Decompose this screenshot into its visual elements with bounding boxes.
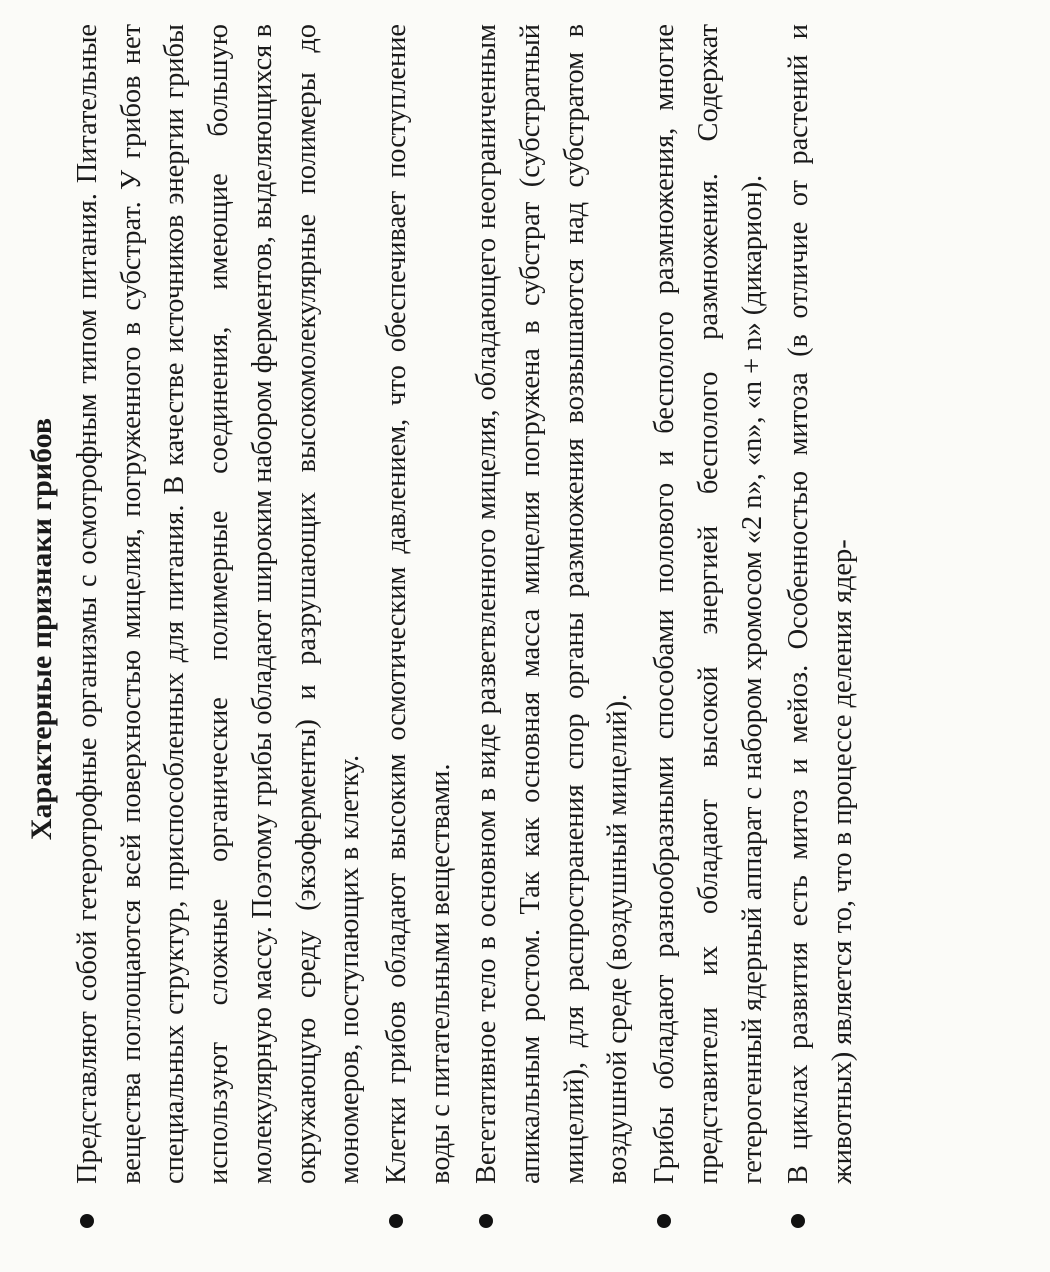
- paragraph-text: Грибы обладают разнообразными способами полового и бесполого размножения, многие представители их обладают высокой энергией бесполого размножения. Содержат гетерогенный ядерный аппарат с набором хромосом «2 n», «n», «n + n» (дикарион).: [649, 24, 768, 1184]
- bullet-item-mitosis: [777, 24, 864, 1234]
- page-title: Характерные признаки грибов: [25, 417, 58, 841]
- paragraph-text: В циклах развития есть митоз и мейоз. Особенностью митоза (в отличие от растений и животных) является то, что в процессе деления ядер-: [783, 24, 858, 1184]
- bullet-item-nutrition: [66, 24, 372, 1234]
- paragraph-text: Клетки грибов обладают высоким осмотическим давлением, что обеспечивает поступление воды с питательными веществами.: [380, 24, 456, 1184]
- bullet-icon: [791, 1214, 805, 1228]
- bullet-icon: [479, 1214, 493, 1228]
- bullet-icon: [80, 1214, 94, 1228]
- bullet-item-osmotic-pressure: [375, 24, 462, 1234]
- bullet-item-reproduction: [643, 24, 774, 1234]
- bullet-icon: [389, 1214, 403, 1228]
- bullet-icon: [657, 1214, 671, 1228]
- bullet-item-mycelium: [465, 24, 640, 1234]
- paragraph-text: Представляют собой гетеротрофные организмы с осмотрофным типом питания. Питательные вещества поглощаются всей поверхностью мицелия, погруженного в субстрат. У грибов нет специальных структур, приспособленных для питания. В качестве источников энергии грибы используют сложные органические полимерные соединения, имеющие большую молекулярную массу. Поэтому грибы обладают широким набором ферментов, выделяющихся в окружающую среду (экзоферменты) и разрушающих высокомолекулярные полимеры до мономеров, поступающих в клетку.: [72, 24, 366, 1184]
- paragraph-text: Вегетативное тело в основном в виде разветвленного мицелия, обладающего неограниченным апикальным ростом. Так как основная масса мицелия погружена в субстрат (субстратный мицелий), для распространения спор органы размножения возвышаются над субстратом в воздушной среде (воздушный мицелий).: [471, 24, 634, 1184]
